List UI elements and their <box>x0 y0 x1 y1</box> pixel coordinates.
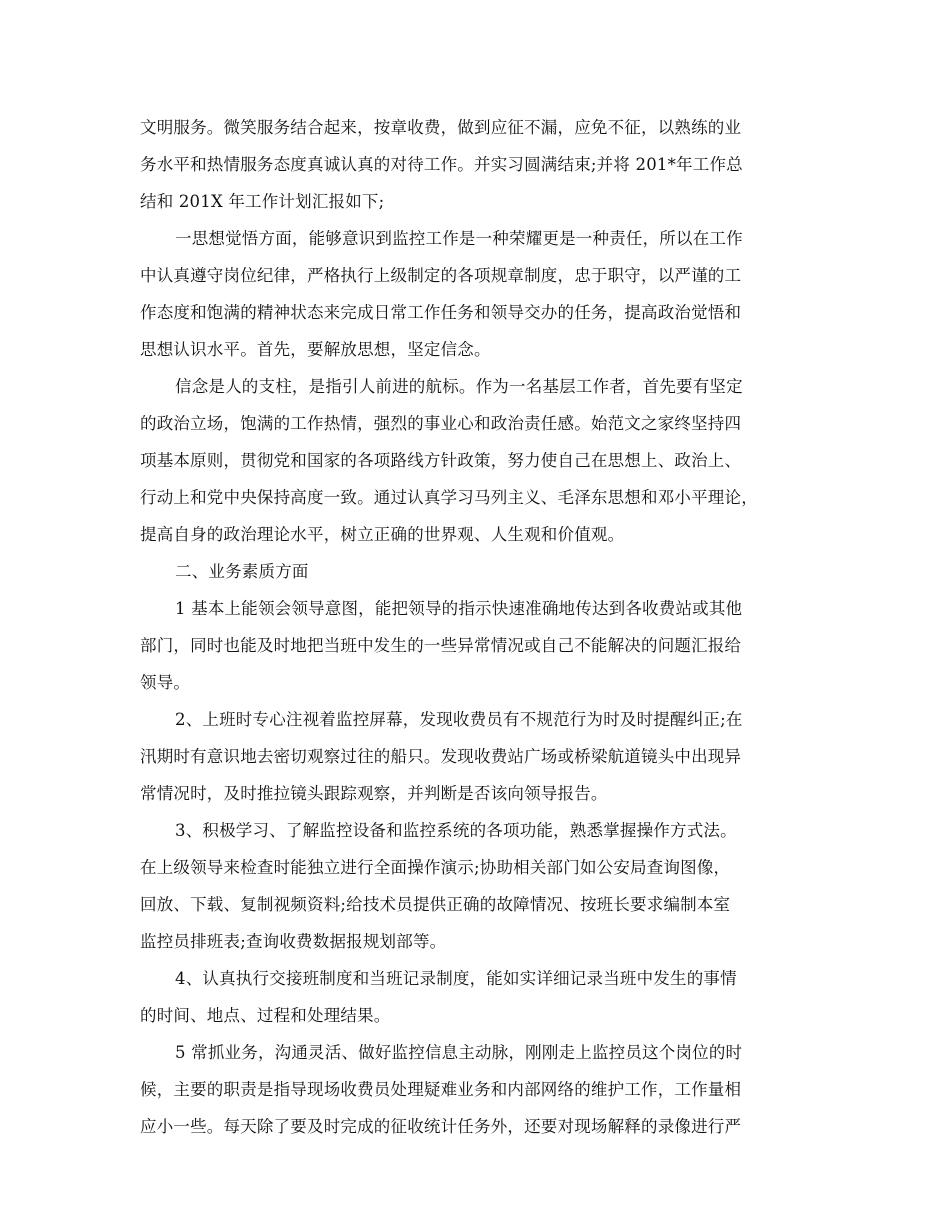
text-line: 一思想觉悟方面，能够意识到监控工作是一种荣耀更是一种责任，所以在工作 <box>175 229 743 248</box>
text-line: 领导。 <box>140 673 191 692</box>
text-line: 3、积极学习、了解监控设备和监控系统的各项功能，熟悉掌握操作方式法。 <box>175 821 737 840</box>
text-line: 监控员排班表;查询收费数据报规划部等。 <box>140 932 447 951</box>
text-line: 2、上班时专心注视着监控屏幕，发现收费员有不规范行为时及时提醒纠正;在 <box>175 710 743 729</box>
text-line: 汛期时有意识地去密切观察过往的船只。发现收费站广场或桥梁航道镜头中出现异 <box>140 747 742 766</box>
text-line: 提高自身的政治理论水平，树立正确的世界观、人生观和价值观。 <box>140 525 625 544</box>
text-line: 项基本原则，贯彻党和国家的各项路线方针政策，努力使自己在思想上、政治上、 <box>140 451 742 470</box>
text-line: 部门，同时也能及时地把当班中发生的一些异常情况或自己不能解决的问题汇报给 <box>140 636 742 655</box>
text-line: 思想认识水平。首先，要解放思想，坚定信念。 <box>140 340 491 359</box>
text-line: 信念是人的支柱，是指引人前进的航标。作为一名基层工作者，首先要有坚定 <box>175 377 743 396</box>
text-line: 4、认真执行交接班制度和当班记录制度，能如实详细记录当班中发生的事情 <box>175 969 737 988</box>
text-line: 的政治立场，饱满的工作热情，强烈的事业心和政治责任感。始范文之家终坚持四 <box>140 414 742 433</box>
text-line: 应小一些。每天除了要及时完成的征收统计任务外，还要对现场解释的录像进行严 <box>140 1117 742 1136</box>
text-line: 务水平和热情服务态度真诚认真的对待工作。并实习圆满结束;并将 201*年工作总 <box>140 155 743 174</box>
text-line: 回放、下载、复制视频资料;给技术员提供正确的故障情况、按班长要求编制本室 <box>140 895 731 914</box>
text-line: 5 常抓业务，沟通灵活、做好监控信息主动脉，刚刚走上监控员这个岗位的时 <box>175 1043 743 1062</box>
text-line: 1 基本上能领会领导意图，能把领导的指示快速准确地传达到各收费站或其他 <box>175 599 743 618</box>
text-line: 常情况时，及时推拉镜头跟踪观察，并判断是否该向领导报告。 <box>140 784 608 803</box>
text-line: 文明服务。微笑服务结合起来，按章收费，做到应征不漏，应免不征，以熟练的业 <box>140 118 742 137</box>
text-line: 候，主要的职责是指导现场收费员处理疑难业务和内部网络的维护工作，工作量相 <box>140 1080 742 1099</box>
section-heading: 二、业务素质方面 <box>175 562 309 581</box>
text-line: 中认真遵守岗位纪律，严格执行上级制定的各项规章制度，忠于职守，以严谨的工 <box>140 266 742 285</box>
text-line: 行动上和党中央保持高度一致。通过认真学习马列主义、毛泽东思想和邓小平理论， <box>140 488 758 507</box>
text-line: 在上级领导来检查时能独立进行全面操作演示;协助相关部门如公安局查询图像， <box>140 858 731 877</box>
text-line: 结和 201X 年工作计划汇报如下; <box>140 192 385 211</box>
text-line: 的时间、地点、过程和处理结果。 <box>140 1006 391 1025</box>
text-line: 作态度和饱满的精神状态来完成日常工作任务和领导交办的任务，提高政治觉悟和 <box>140 303 742 322</box>
